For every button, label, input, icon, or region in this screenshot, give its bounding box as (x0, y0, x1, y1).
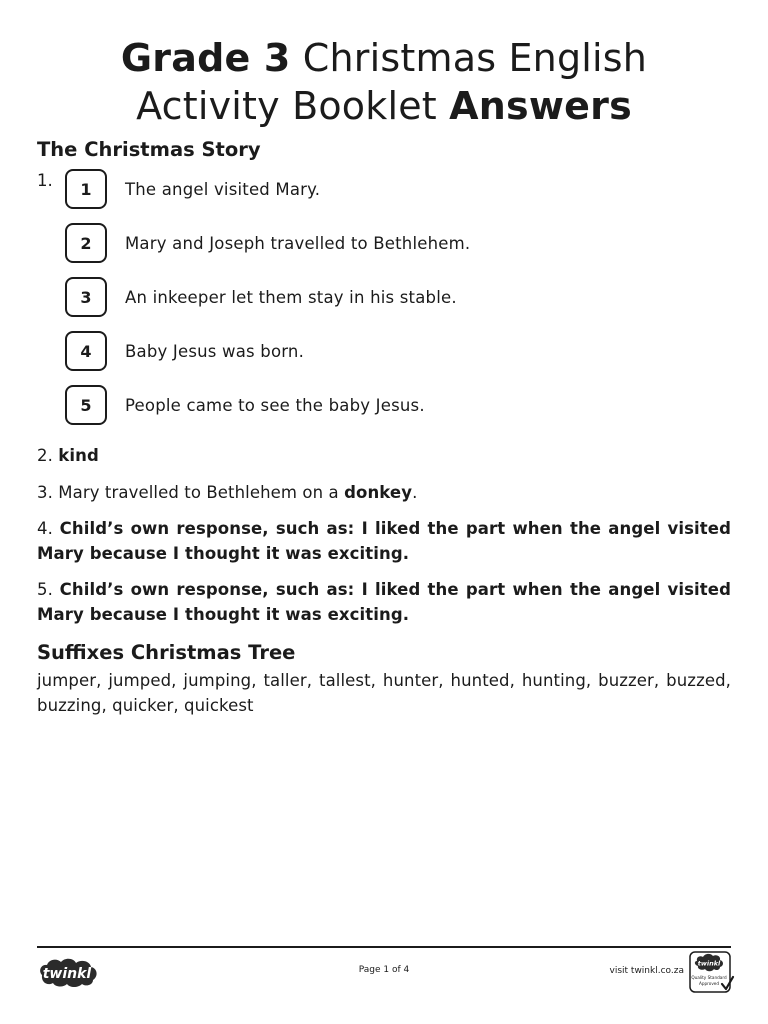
answer-question-3 (37, 480, 731, 505)
answer-question-2 (37, 443, 731, 468)
order-number-box: 1 (65, 169, 107, 209)
title-grade: Grade 3 (120, 36, 291, 80)
answer-prefix: Mary travelled to Bethlehem on a (58, 483, 345, 502)
title-christmas-english: Christmas English (290, 36, 648, 80)
title-line-2 (0, 82, 768, 130)
order-item-text: Mary and Joseph travelled to Bethlehem. (125, 233, 471, 253)
badge-line-2: Approved (698, 981, 720, 986)
answer-text: donkey (344, 483, 413, 502)
question-number: 5. (37, 580, 60, 599)
answer-suffix: . (412, 483, 418, 502)
order-item (65, 167, 320, 211)
page-title (0, 34, 768, 130)
title-line-1 (0, 34, 768, 82)
order-number-box: 2 (65, 223, 107, 263)
title-answers: Answers (449, 84, 632, 128)
order-item (65, 329, 304, 373)
order-item (65, 275, 457, 319)
suffixes-answer: jumper, jumped, jumping, taller, tallest, hunter, hunted, hunting, buzzer, buzzed, buzzing, quicker, quickest (37, 671, 731, 715)
title-activity-booklet: Activity Booklet (136, 84, 450, 128)
order-number-box: 3 (65, 277, 107, 317)
answer-text: Child’s own response, such as: I liked the part when the angel visited Mary because I thought it was exciting. (37, 580, 731, 624)
footer-divider (37, 946, 731, 948)
order-item-text: People came to see the baby Jesus. (125, 395, 425, 415)
order-item (65, 221, 470, 265)
page-number: Page 1 of 4 (358, 965, 410, 975)
order-item (65, 383, 425, 427)
question-1-number: 1. (37, 171, 53, 190)
section-heading-christmas-story: The Christmas Story (37, 138, 261, 161)
answer-text: Child’s own response, such as: I liked the part when the angel visited Mary because I thought it was exciting. (37, 519, 731, 563)
section-heading-suffixes: Suffixes Christmas Tree (37, 641, 296, 664)
quality-standard-badge (689, 951, 735, 999)
question-number: 2. (37, 446, 59, 465)
order-item-text: An inkeeper let them stay in his stable. (125, 287, 457, 307)
order-number-box: 5 (65, 385, 107, 425)
order-item-text: Baby Jesus was born. (125, 341, 305, 361)
logo-text: twinkl (42, 966, 92, 982)
answer-text: kind (58, 446, 99, 465)
quality-badge-icon (689, 951, 735, 995)
badge-line-1: Quality Standard (691, 975, 727, 980)
question-number: 3. (37, 483, 59, 502)
order-number-box: 4 (65, 331, 107, 371)
answer-question-5 (37, 577, 731, 627)
order-item-text: The angel visited Mary. (125, 179, 321, 199)
answer-question-4 (37, 516, 731, 566)
badge-brand: twinkl (697, 959, 721, 968)
question-number: 4. (37, 519, 60, 538)
visit-website-link[interactable]: visit twinkl.co.za (609, 966, 684, 976)
